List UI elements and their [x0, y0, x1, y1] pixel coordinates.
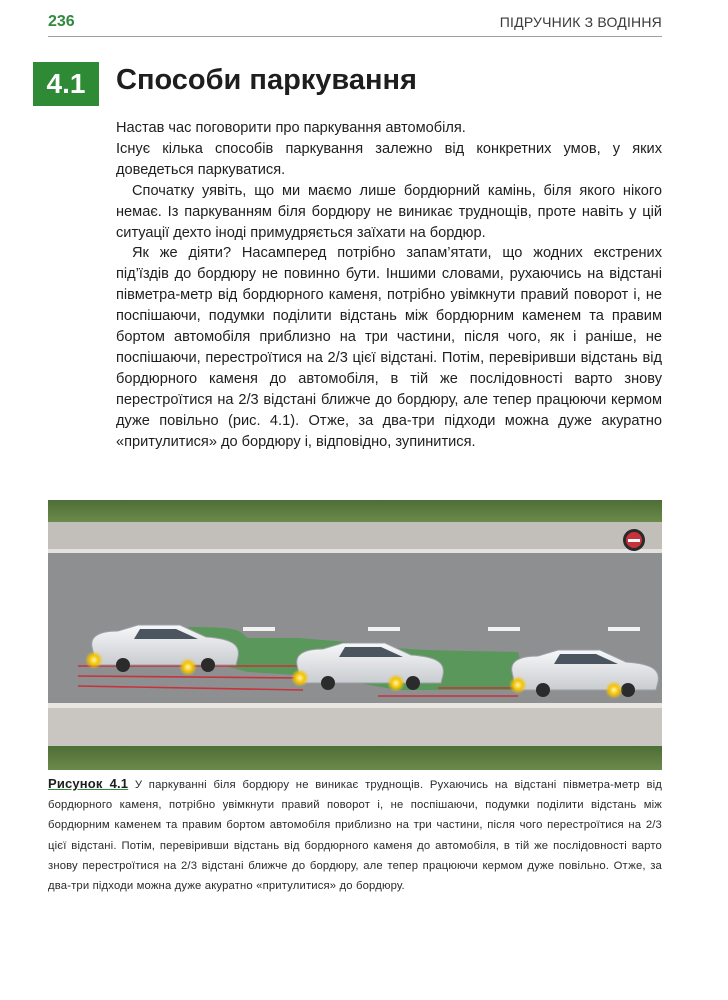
figure-caption-text: У паркуванні біля бордюру не виникає труднощів. Рухаючись на відстані півметра-метр від бордюрного каменя, потрібно увімкнути правий поворот і, не поспішаючи, подумки поділити відстань між бордюрним каменем та правим бортом автомобіля приблизно на три частини, після чого перестроїтися на 2/3 цієї відстані. Потім, перевіривши відстань від бордюрного каменя до автомобіля, в тій же послідовності варто знову перестроїтися на 2/3 відстані ближче до бордюру, але тепер працюючи кермом дуже повільно. Отже, за два-три підходи можна дуже акуратно «притулитися» до бордюру. — [48, 779, 663, 893]
section-title: Способи паркування — [116, 64, 417, 96]
indicator-flash — [85, 651, 103, 669]
indicator-flash — [179, 658, 197, 676]
section-number-badge: 4.1 — [33, 62, 99, 106]
paragraph: Як же діяти? Насамперед потрібно запам’ятати, що жодних екстрених під’їздів до бордюру не повинно бути. Іншими словами, рухаючись на відстані півметра-метр від бордюрного каменя, потрібно увімкнути правий поворот і, не поспішаючи, подумки поділити відстань між бордюрним каменем та правим бортом автомобіля приблизно на три частини, після чого, як і раніше, не поспішаючи, перестроїтися на 2/3 цієї відстані. Потім, перевіривши відстань від бордюрного каменя до автомобіля, в тій же послідовності варто знову перестроїтися на 2/3 відстані ближче до бордюру, але тепер працюючи кермом дуже повільно (рис. 4.1). Отже, за два-три підходи можна дуже акуратно «притулитися» до бордюру і, відповідно, зупинитися. — [116, 245, 662, 450]
sidewalk-top — [48, 522, 662, 550]
curb — [48, 703, 662, 708]
figure-caption — [48, 774, 662, 896]
parking-illustration — [48, 500, 662, 770]
road-sign-icon — [623, 529, 645, 551]
grass-top — [48, 500, 662, 522]
indicator-flash — [605, 681, 623, 699]
indicator-flash — [387, 674, 405, 692]
indicator-flash — [291, 669, 309, 687]
figure-label: Рисунок 4.1 — [48, 776, 129, 791]
book-title: ПІДРУЧНИК З ВОДІННЯ — [499, 14, 662, 30]
page-header — [48, 10, 662, 37]
paragraph: Існує кілька способів паркування залежно від конкретних умов, у яких доведеться паркуватися. — [116, 140, 662, 178]
indicator-flash — [509, 676, 527, 694]
paragraph: Настав час поговорити про паркування автомобіля. — [116, 120, 466, 136]
page-number: 236 — [48, 13, 75, 30]
sidewalk-bottom — [48, 708, 662, 746]
body-text — [116, 118, 662, 453]
grass-bottom — [48, 746, 662, 770]
paragraph: Спочатку уявіть, що ми маємо лише бордюрний камінь, біля якого нікого немає. Із паркуванням біля бордюру не виникає труднощів, проте навіть у цій ситуації дехто іноді примудряється заїхати на бордюр. — [116, 182, 662, 241]
